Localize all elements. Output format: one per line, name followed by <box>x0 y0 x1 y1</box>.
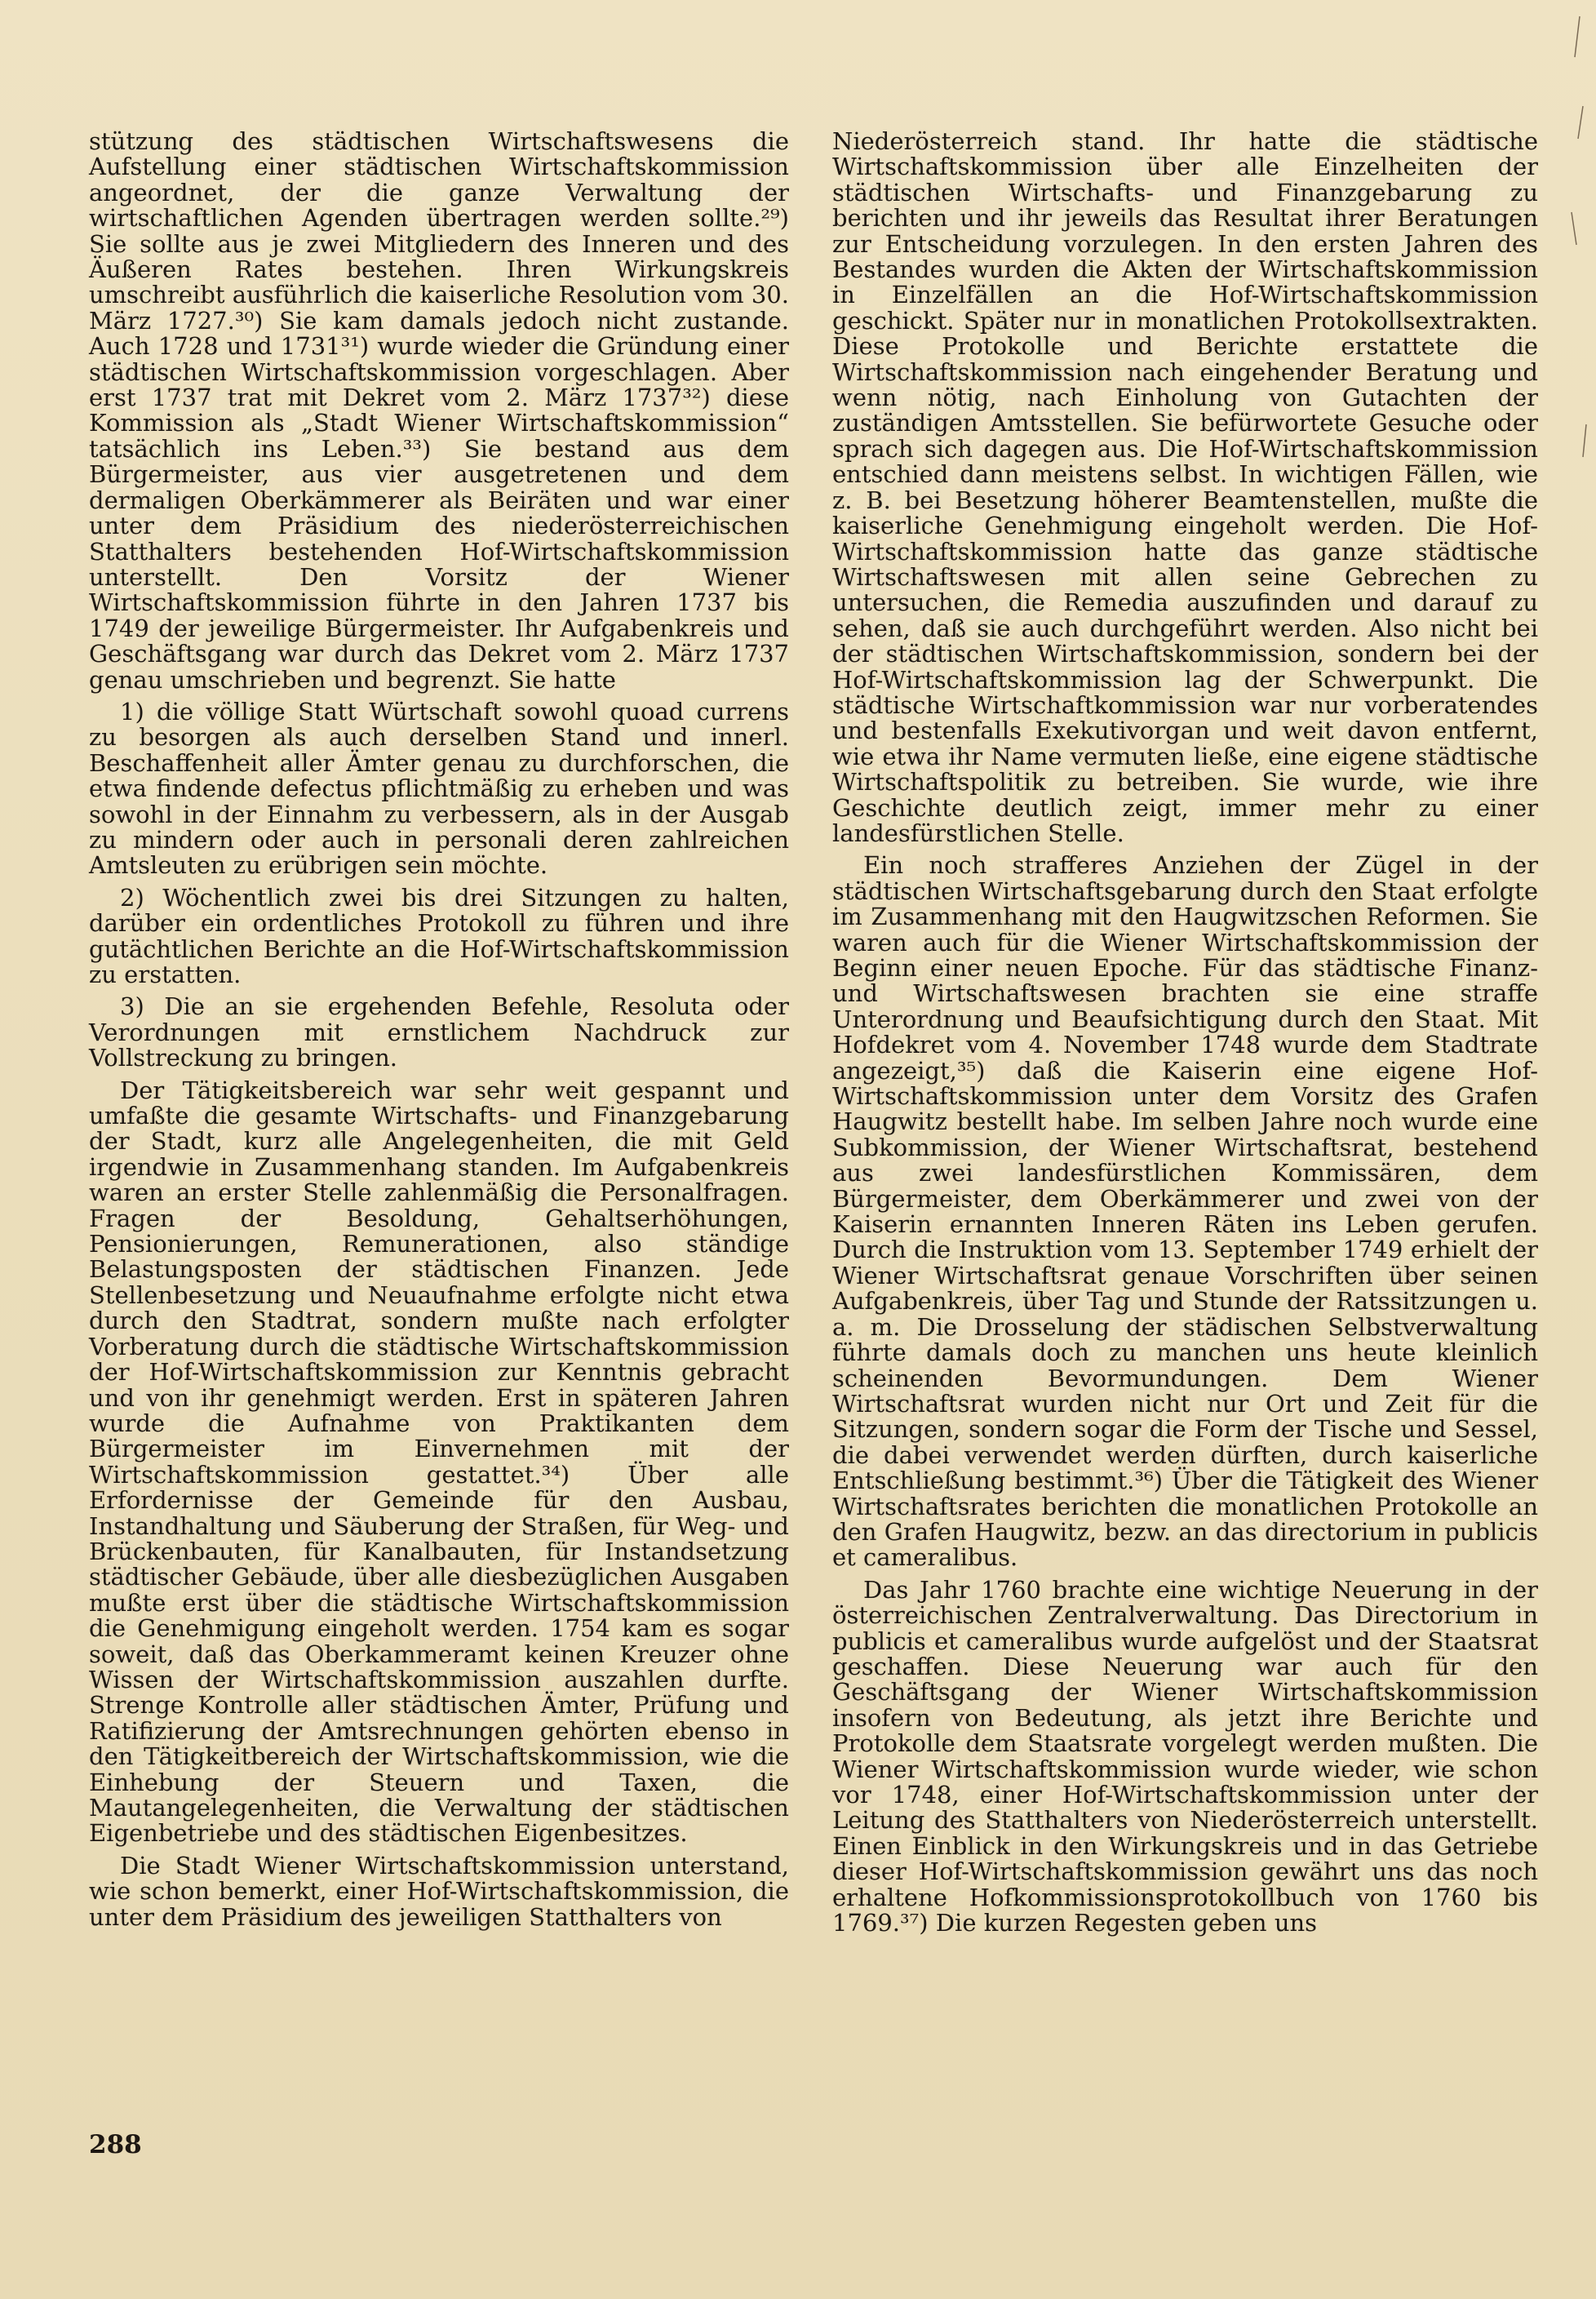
list-item: 2) Wöchentlich zwei bis drei Sitzungen zu halten, darüber ein ordentliches Protokoll zu führen und ihre gutächtlichen Berichte an die Hof-Wirtschaftskommission zu erstatten. <box>89 883 789 988</box>
paragraph: Ein noch strafferes Anziehen der Zügel in der städtischen Wirtschaftsgebarung durch den Staat erfolgte im Zusammenhang mit den Haugwitzschen Reformen. Sie waren auch für die Wiener Wirtschaftskommission der Beginn einer neuen Epoche. Für das städtische Finanz- und Wirtschaftswesen brachten sie eine straffe Unterordnung und Beaufsichtigung durch den Staat. Mit Hofdekret vom 4. November 1748 wurde dem Stadtrate angezeigt,³⁵) daß die Kaiserin eine eigene Hof-Wirtschaftskommission unter dem Vorsitz des Grafen Haugwitz bestellt habe. Im selben Jahre noch wurde eine Subkommission, der Wiener Wirtschaftsrat, bestehend aus zwei landesfürstlichen Kommissären, dem Bürgermeister, dem Oberkämmerer und zwei von der Kaiserin ernannten Inneren Räten ins Leben gerufen. Durch die Instruktion vom 13. September 1749 erhielt der Wiener Wirtschaftsrat genaue Vorschriften über seinen Aufgabenkreis, über Tag und Stunde der Ratssitzungen u. a. m. Die Drosselung der städischen Selbstverwaltung führte damals doch zu manchen uns heute kleinlich scheinenden Bevormundungen. Dem Wiener Wirtschaftsrat wurden nicht nur Ort und Zeit für die Sitzungen, sondern sogar die Form der Tische und Sessel, die dabei verwendet werden dürften, durch kaiserliche Entschließung bestimmt.³⁶) Über die Tätigkeit des Wiener Wirtschaftsrates berichten die monatlichen Protokolle an den Grafen Haugwitz, bezw. an das directorium in publicis et cameralibus. <box>832 851 1538 1572</box>
paragraph: Die Stadt Wiener Wirtschaftskommission unterstand, wie schon bemerkt, einer Hof-Wirtschaftskommission, die unter dem Präsidium des jeweiligen Statthalters von <box>89 1851 789 1931</box>
paragraph: Das Jahr 1760 brachte eine wichtige Neuerung in der österreichischen Zentralverwaltung. Das Directorium in publicis et cameralibus wurde aufgelöst und der Staatsrat geschaffen. Diese Neuerung war auch für den Geschäftsgang der Wiener Wirtschaftskommission insofern von Bedeutung, als jetzt ihre Berichte und Protokolle dem Staatsrate vorgelegt werden mußten. Die Wiener Wirtschaftskommission wurde wieder, wie schon vor 1748, einer Hof-Wirtschaftskommission unter der Leitung des Statthalters von Niederösterreich unterstellt. Einen Einblick in den Wirkungskreis und in das Getriebe dieser Hof-Wirtschaftskommission gewährt uns das noch erhaltene Hofkommissionsprotokollbuch von 1760 bis 1769.³⁷) Die kurzen Regesten geben uns <box>832 1575 1538 1937</box>
list-item: 3) Die an sie ergehenden Befehle, Resoluta oder Verordnungen mit ernstlichem Nachdruck zur Vollstreckung zu bringen. <box>89 992 789 1072</box>
paragraph: Niederösterreich stand. Ihr hatte die städtische Wirtschaftskommission über alle Einzelheiten der städtischen Wirtschafts- und Finanzgebarung zu berichten und ihr jeweils das Resultat ihrer Beratungen zur Entscheidung vorzulegen. In den ersten Jahren des Bestandes wurden die Akten der Wirtschaftskommission in Einzelfällen an die Hof-Wirtschaftskommission geschickt. Später nur in monatlichen Protokollsextrakten. Diese Protokolle und Berichte erstattete die Wirtschaftskommission nach eingehender Beratung und wenn nötig, nach Einholung von Gutachten der zuständigen Amtsstellen. Sie befürwortete Gesuche oder sprach sich dagegen aus. Die Hof-Wirtschaftskommission entschied dann meistens selbst. In wichtigen Fällen, wie z. B. bei Besetzung höherer Beamtenstellen, mußte die kaiserliche Genehmigung eingeholt werden. Die Hof-Wirtschaftskommission hatte das ganze städtische Wirtschaftswesen mit allen seine Gebrechen zu untersuchen, die Remedia auszufinden und darauf zu sehen, daß sie auch durchgeführt werden. Also nicht bei der städtischen Wirtschaftskommission, sondern bei der Hof-Wirtschaftskommission lag der Schwerpunkt. Die städtische Wirtschaftkommission war nur vorberatendes und bestenfalls Exekutivorgan und weit davon entfernt, wie etwa ihr Name vermuten ließe, eine eigene städtische Wirtschaftspolitik zu betreiben. Sie wurde, wie ihre Geschichte deutlich zeigt, immer mehr zu einer landesfürstlichen Stelle. <box>832 127 1538 847</box>
left-text-column <box>89 129 789 1930</box>
right-text-column <box>832 129 1538 1936</box>
paragraph: stützung des städtischen Wirtschaftswesens die Aufstellung einer städtischen Wirtschaftskommission angeordnet, der die ganze Verwaltung der wirtschaftlichen Agenden übertragen werden sollte.²⁹) Sie sollte aus je zwei Mitgliedern des Inneren und des Äußeren Rates bestehen. Ihren Wirkungskreis umschreibt ausführlich die kaiserliche Resolution vom 30. März 1727.³⁰) Sie kam damals jedoch nicht zustande. Auch 1728 und 1731³¹) wurde wieder die Gründung einer städtischen Wirtschaftskommission vorgeschlagen. Aber erst 1737 trat mit Dekret vom 2. März 1737³²) diese Kommission als „Stadt Wiener Wirtschaftskommission“ tatsächlich ins Leben.³³) Sie bestand aus dem Bürgermeister, aus vier ausgetretenen und dem dermaligen Oberkämmerer als Beiräten und war einer unter dem Präsidium des niederösterreichischen Statthalters bestehenden Hof-Wirtschaftskommission unterstellt. Den Vorsitz der Wiener Wirtschaftskommission führte in den Jahren 1737 bis 1749 der jeweilige Bürgermeister. Ihr Aufgabenkreis und Geschäftsgang war durch das Dekret vom 2. März 1737 genau umschrieben und begrenzt. Sie hatte <box>89 127 789 694</box>
list-item: 1) die völlige Statt Würtschaft sowohl quoad currens zu besorgen als auch derselben Stand und innerl. Beschaffenheit aller Ämter genau zu durchforschen, die etwa findende defectus pflichtmäßig zu erheben und was sowohl in der Einnahm zu verbessern, als in der Ausgab zu mindern oder auch in personali deren zahlreichen Amtsleuten zu erübrigen sein möchte. <box>89 697 789 880</box>
page-number: 288 <box>89 2130 142 2159</box>
page-edge-scratch-marks <box>1547 0 1596 2299</box>
paragraph: Der Tätigkeitsbereich war sehr weit gespannt und umfaßte die gesamte Wirtschafts- und Finanzgebarung der Stadt, kurz alle Angelegenheiten, die mit Geld irgendwie in Zusammenhang standen. Im Aufgabenkreis waren an erster Stelle zahlenmäßig die Personalfragen. Fragen der Besoldung, Gehaltserhöhungen, Pensionierungen, Remunerationen, also ständige Belastungsposten der städtischen Finanzen. Jede Stellenbesetzung und Neuaufnahme erfolgte nicht etwa durch den Stadtrat, sondern mußte nach erfolgter Vorberatung durch die städtische Wirtschaftskommission der Hof-Wirtschaftskommission zur Kenntnis gebracht und von ihr genehmigt werden. Erst in späteren Jahren wurde die Aufnahme von Praktikanten dem Bürgermeister im Einvernehmen mit der Wirtschaftskommission gestattet.³⁴) Über alle Erfordernisse der Gemeinde für den Ausbau, Instandhaltung und Säuberung der Straßen, für Weg- und Brückenbauten, für Kanalbauten, für Instandsetzung städtischer Gebäude, über alle diesbezüglichen Ausgaben mußte erst über die städtische Wirtschaftskommission die Genehmigung eingeholt werden. 1754 kam es sogar soweit, daß das Oberkammeramt keinen Kreuzer ohne Wissen der Wirtschaftskommission auszahlen durfte. Strenge Kontrolle aller städtischen Ämter, Prüfung und Ratifizierung der Amtsrechnungen gehörten ebenso in den Tätigkeitbereich der Wirtschaftskommission, wie die Einhebung der Steuern und Taxen, die Mautangelegenheiten, die Verwaltung der städtischen Eigenbetriebe und des städtischen Eigenbesitzes. <box>89 1076 789 1848</box>
